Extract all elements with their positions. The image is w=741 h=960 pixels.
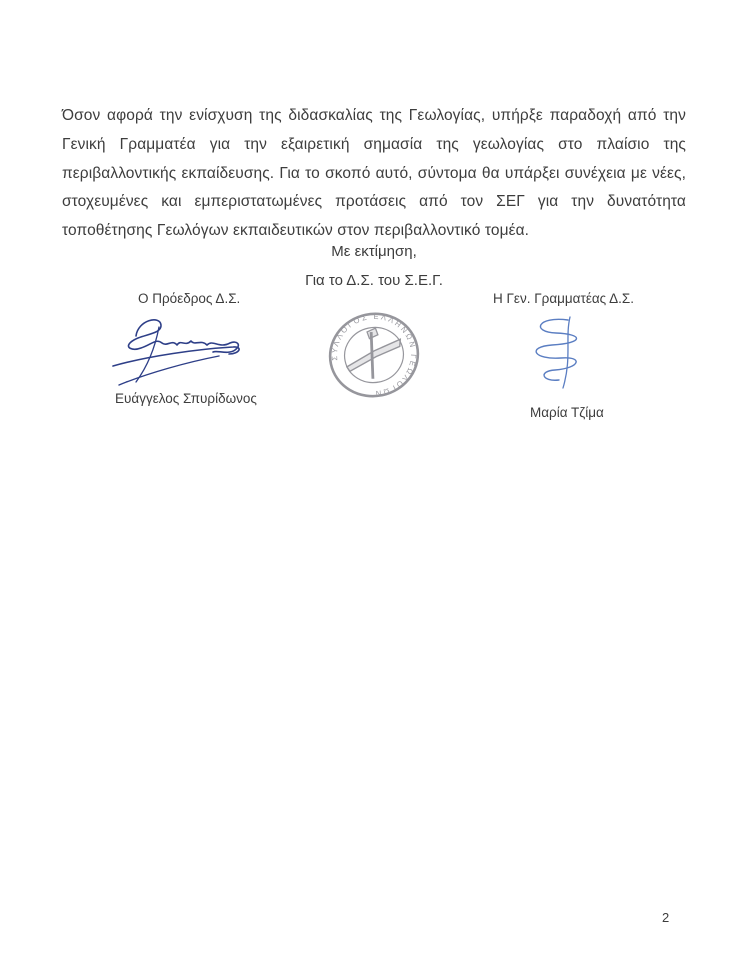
president-title: Ο Πρόεδρος Δ.Σ. [138,291,241,306]
president-name: Ευάγγελος Σπυρίδωνος [115,391,257,406]
closing-block [62,243,686,289]
secretary-name: Μαρία Τζίμα [530,405,604,420]
secretary-signature-icon [523,314,595,390]
secretary-title: Η Γεν. Γραμματέας Δ.Σ. [493,291,635,306]
closing-salutation: Με εκτίμηση, [331,243,417,260]
geologist-hammer-icon [340,324,407,384]
closing-on-behalf: Για το Δ.Σ. του Σ.Ε.Γ. [305,272,443,289]
body-paragraph: Όσον αφορά την ενίσχυση της διδασκαλίας της Γεωλογίας, υπήρξε παραδοχή από την Γενική Γραμματέα για την εξαιρετική σημασία της γεωλογίας στο πλαίσιο της περιβαλλοντικής εκπαίδευσης. Για το σκοπό αυτό, σύντομα θα υπάρξει συνέχεια με νέες, στοχευμένες και εμπεριστατωμένες προτάσεις από τον ΣΕΓ για την δυνατότητα τοποθέτησης Γεωλόγων εκπαιδευτικών στον περιβαλλοντικό τομέα. [62,107,686,240]
organization-stamp-icon [326,310,422,400]
president-signature-icon [106,310,261,392]
stamp-text: ΣΥΛΛΟΓΟΣ ΕΛΛΗΝΩΝ ΓΕΩΛΟΓΩΝ [329,311,419,399]
page-number: 2 [662,910,670,925]
